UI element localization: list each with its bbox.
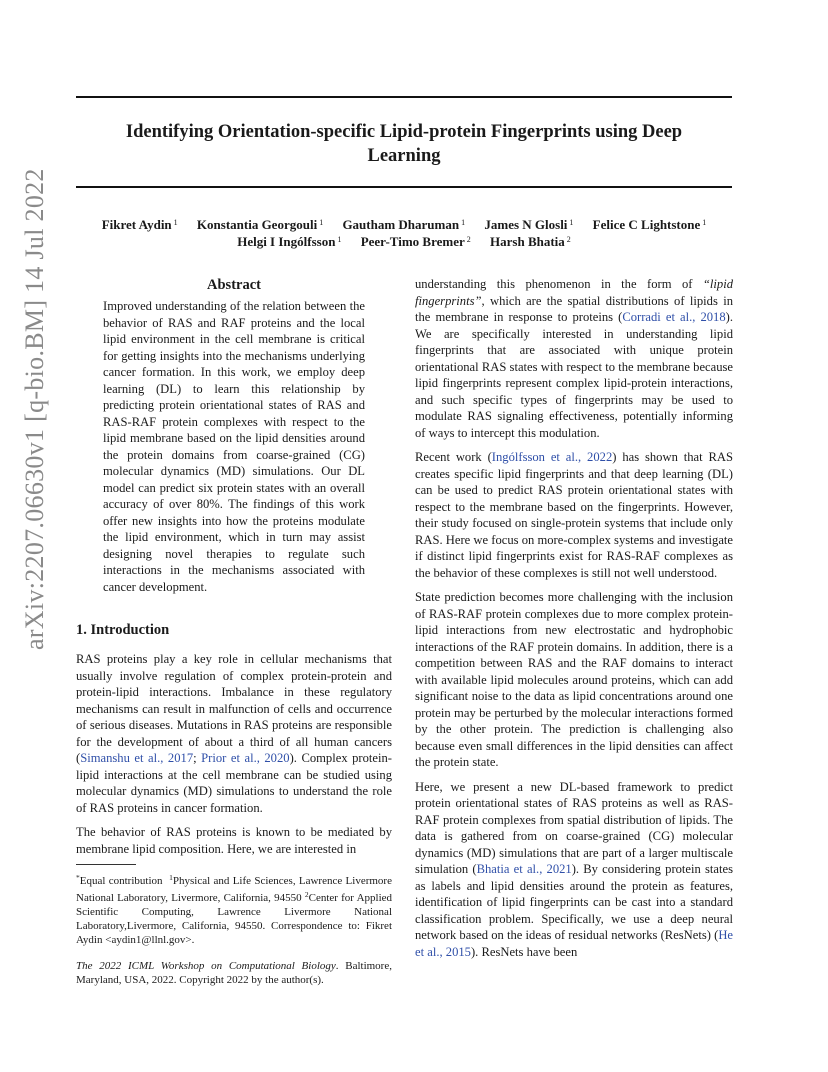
- arxiv-side-stamp: arXiv:2207.06630v1 [q-bio.BM] 14 Jul 2022: [20, 168, 49, 650]
- left-column: [76, 276, 392, 987]
- footnote-rule: [76, 864, 136, 865]
- right-column: [415, 276, 733, 960]
- citation-link[interactable]: Simanshu et al., 2017: [80, 751, 194, 765]
- author: Gautham Dharuman $^1$: [342, 217, 466, 232]
- footnotes: *Equal contribution $^1$Physical and Life Sciences, Lawrence Livermore National Laboratory, Livermore, California, 94550 $^2$Center for Applied Scientific Computing, Lawrence Livermore National Laboratory,Livermore, California, 94550. Correspondence to: Fikret Aydin <aydin1@llnl.gov>.: [76, 873, 393, 946]
- author: Felice C Lightstone $^1$: [592, 217, 707, 232]
- author-list-row-1: [76, 215, 732, 233]
- citation-link[interactable]: Corradi et al., 2018: [622, 310, 726, 324]
- abstract-heading: Abstract: [207, 277, 261, 293]
- title-rule-bottom: [76, 186, 732, 188]
- intro-paragraph-1: RAS proteins play a key role in cellular mechanisms that usually involve regulation of complex protein-protein and protein-lipid interactions. Imbalance in these regulatory mechanisms can result in malfunction of cells and occurrence of serious diseases. Mutations in RAS proteins are responsible for the development of about a third of all human cancers (Simanshu et al., 2017; Prior et al., 2020). Complex protein-lipid interactions at the cell membrane can be studied using molecular dynamics (MD) simulations to understand the role of RAS proteins in cancer formation.: [76, 652, 393, 815]
- abstract-body: Improved understanding of the relation between the behavior of RAS and RAF proteins and the local lipid environment in the cell membrane is critical for getting insights into the mechanisms underlying cancer formation. In this work, we employ deep learning (DL) to learn this relationship by predicting protein orientational states of RAS and RAS-RAF protein complexes with respect to the lipid membrane based on the lipid densities around the protein domains from coarse-grained (CG) molecular dynamics (MD) simulations. Our DL model can predict six protein states with an overall accuracy of over 80%. The findings of this work offer new insights into how the proteins modulate the lipid environment, which in turn may assist designing novel therapies to regulate such interactions in the mechanisms associated with cancer development.: [103, 299, 365, 594]
- intro-paragraph-6: Here, we present a new DL-based framework to predict protein orientational states of RAS proteins as well as RAS-RAF protein complexes from spatial distribution of lipids. The data is gathered from on coarse-grained (CG) molecular dynamics (MD) simulations that are part of a larger multiscale simulation (Bhatia et al., 2021). By considering protein states as labels and lipid densities around the protein as features, identification of lipid fingerprints can be cast into a standard classification problem. Specifically, we use a deep neural network based on the ideas of residual networks (ResNets) (He et al., 2015). ResNets have been: [415, 779, 734, 959]
- citation-link[interactable]: Bhatia et al., 2021: [476, 862, 572, 876]
- intro-paragraph-2: The behavior of RAS proteins is known to be mediated by membrane lipid composition. Here, we are interested in: [76, 825, 392, 856]
- intro-paragraph-3: understanding this phenomenon in the form of “lipid fingerprints”, which are the spatial distributions of lipids in the membrane in response to proteins (Corradi et al., 2018). We are specifically interested in understanding lipid fingerprints that are associated with unique protein orientational RAS states with respect to the membrane because lipid fingerprints represent complex lipid-protein interactions, and such specific types of fingerprints may be used to modulate RAS signaling effectiveness, potentially informing of ways to intercept this modulation.: [415, 277, 733, 440]
- author: James N Glosli $^1$: [484, 217, 574, 232]
- author: Fikret Aydin $^1$: [101, 217, 178, 232]
- citation-link[interactable]: Prior et al., 2020: [201, 751, 290, 765]
- workshop-note: The 2022 ICML Workshop on Computational Biology. Baltimore, Maryland, USA, 2022. Copyright 2022 by the author(s).: [76, 960, 392, 986]
- author-list-row-2: [76, 232, 732, 250]
- author: Konstantia Georgouli $^1$: [196, 217, 324, 232]
- paper-title: [76, 120, 732, 168]
- author: Peer-Timo Bremer $^2$: [360, 234, 471, 249]
- citation-link[interactable]: Ingólfsson et al., 2022: [491, 450, 613, 464]
- citation-link[interactable]: He et al., 2015: [415, 928, 733, 959]
- title-line-1: Identifying Orientation-specific Lipid-protein Fingerprints using Deep: [125, 122, 683, 142]
- intro-paragraph-4: Recent work (Ingólfsson et al., 2022) has shown that RAS creates specific lipid fingerprints and that deep learning (DL) can be used to predict RAS protein orientational states with respect to the membrane based on the fingerprints. However, their study focused on single-protein systems that include only RAS. Here we focus on more-complex systems and investigate if distinct lipid fingerprints exist for RAS-RAF complexes as the behavior of these complexes is still not well understood.: [415, 450, 733, 580]
- title-rule-top: [76, 96, 732, 98]
- intro-paragraph-5: State prediction becomes more challenging with the inclusion of RAS-RAF protein complexes due to more complex protein-lipid interactions from new electrostatic and hydrophobic interactions of the RAF protein domains. In addition, there is a competition between RAS and the RAF domains to interact with available lipid molecules around proteins, which can add significant noise to the data as lipid concentrations around one protein may be perturbed by the molecular interactions formed by the other protein. The prediction is challenging also because even small differences in the lipid densities can affect the protein state.: [415, 590, 733, 769]
- author: Helgi I Ingólfsson $^1$: [237, 234, 342, 249]
- section-heading-introduction: 1. Introduction: [76, 622, 170, 638]
- author: Harsh Bhatia $^2$: [490, 234, 571, 249]
- title-line-2: Learning: [367, 146, 441, 166]
